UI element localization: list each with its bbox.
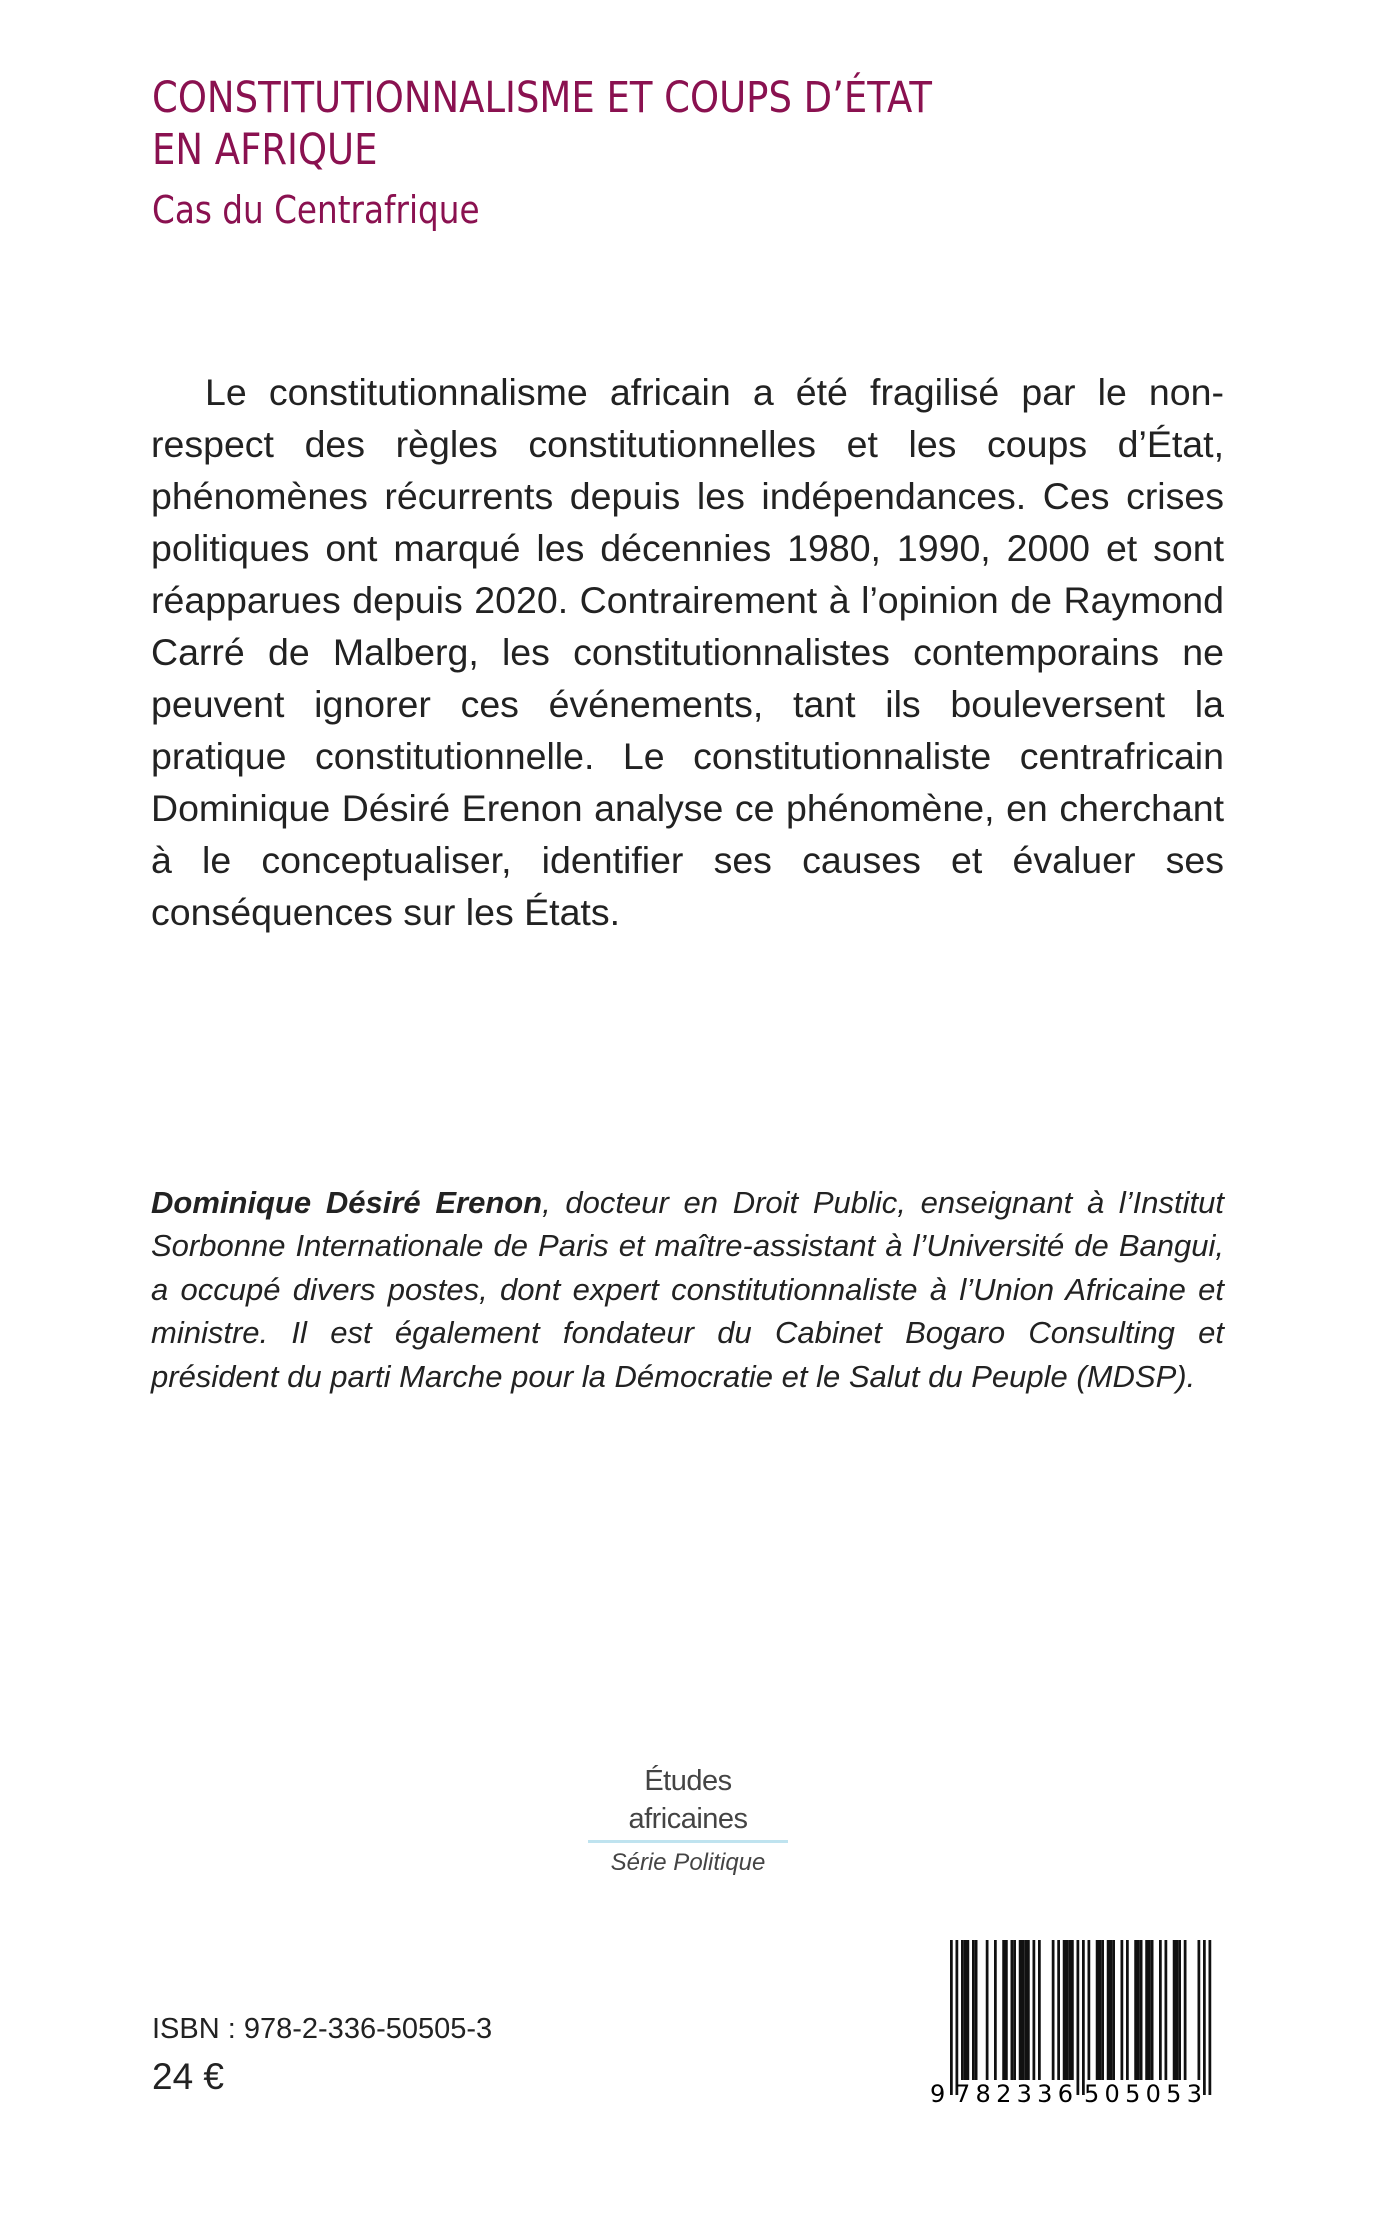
barcode-bars bbox=[950, 1940, 1211, 2095]
barcode-bar bbox=[1110, 1940, 1113, 2080]
book-title bbox=[152, 72, 1098, 176]
barcode-bar bbox=[1082, 1940, 1085, 2095]
barcode-bar bbox=[1099, 1940, 1102, 2080]
barcode-bar bbox=[1005, 1940, 1008, 2080]
barcode-first-digit: 9 bbox=[930, 2080, 946, 2105]
barcode-bar bbox=[1178, 1940, 1181, 2080]
barcode-bar bbox=[1063, 1940, 1066, 2080]
barcode-bar bbox=[1068, 1940, 1071, 2080]
barcode-bar bbox=[1121, 1940, 1124, 2080]
barcode-bar bbox=[950, 1940, 953, 2095]
barcode-bar bbox=[1148, 1940, 1151, 2080]
series-divider bbox=[588, 1840, 788, 1843]
barcode-bar bbox=[1176, 1940, 1179, 2080]
barcode-bar bbox=[1088, 1940, 1091, 2080]
barcode-bar bbox=[1140, 1940, 1143, 2080]
series-logo bbox=[588, 1762, 788, 1877]
barcode-bar bbox=[1096, 1940, 1099, 2080]
barcode-bar bbox=[1011, 1940, 1014, 2080]
barcode-bar bbox=[1066, 1940, 1069, 2080]
barcode-bar bbox=[1057, 1940, 1060, 2080]
barcode-bar bbox=[1159, 1940, 1162, 2080]
barcode-bar bbox=[1198, 1940, 1201, 2080]
barcode-bar bbox=[1107, 1940, 1110, 2080]
barcode-bar bbox=[986, 1940, 989, 2080]
barcode-right-digits: 505053 bbox=[1084, 2080, 1202, 2105]
barcode-bar bbox=[1134, 1940, 1137, 2080]
blurb-paragraph: Le constitutionnalisme africain a été fragilisé par le non-respect des règles constitutionnelles et les coups d’État, phénomènes récurrents depuis les indépendances. Ces crises politiques ont marqué les décennies 1980, 1990, 2000 et sont réapparues depuis 2020. Contrairement à l’opinion de Raymond Carré de Malberg, les constitutionnalistes contemporains ne peuvent ignorer ces événements, tant ils bouleversent la pratique constitutionnelle. Le constitutionnaliste centrafricain Dominique Désiré Erenon analyse ce phénomène, en cherchant à le conceptualiser, identifier ses causes et évaluer ses conséquences sur les États. bbox=[151, 371, 1224, 933]
barcode-bar bbox=[1019, 1940, 1022, 2080]
barcode-bar bbox=[967, 1940, 970, 2080]
barcode-bar bbox=[994, 1940, 997, 2080]
author-name: Dominique Désiré Erenon bbox=[151, 1185, 543, 1220]
barcode-bar bbox=[1126, 1940, 1129, 2080]
barcode-bar bbox=[961, 1940, 964, 2080]
barcode-bar bbox=[1071, 1940, 1074, 2080]
barcode-bar bbox=[1145, 1940, 1148, 2080]
barcode-bar bbox=[1013, 1940, 1016, 2080]
barcode-bar bbox=[1038, 1940, 1041, 2080]
barcode-bar bbox=[1033, 1940, 1036, 2080]
title-line-2: EN AFRIQUE bbox=[152, 125, 378, 175]
barcode-bar bbox=[1077, 1940, 1080, 2095]
price: 24 € bbox=[152, 2056, 225, 2097]
barcode-bar bbox=[1184, 1940, 1187, 2080]
title-line-1: CONSTITUTIONNALISME ET COUPS D’ÉTAT bbox=[152, 73, 933, 123]
barcode-bar bbox=[1203, 1940, 1206, 2095]
barcode-left-digits: 782336 bbox=[955, 2080, 1073, 2105]
barcode-bar bbox=[1173, 1940, 1176, 2080]
barcode-bar bbox=[1052, 1940, 1055, 2080]
barcode-bar bbox=[1101, 1940, 1104, 2080]
author-bio-text: , docteur en Droit Public, enseignant à l’Institut Sorbonne Internationale de Paris et maître-assistant à l’Université de Bangui, a occupé divers postes, dont expert constitutionnaliste à l’Union Africaine et ministre. Il est également fondateur du Cabinet Bogaro Consulting et président du parti Marche pour la Démocratie et le Salut du Peuple (MDSP). bbox=[151, 1185, 1224, 1394]
barcode-bar bbox=[1151, 1940, 1154, 2080]
isbn: ISBN : 978-2-336-50505-3 bbox=[152, 2013, 493, 2045]
barcode-bar bbox=[1209, 1940, 1212, 2095]
series-name: Études africaines bbox=[628, 1765, 748, 1835]
author-bio bbox=[151, 1181, 1224, 1398]
barcode-bar bbox=[964, 1940, 967, 2080]
barcode-bar bbox=[1024, 1940, 1027, 2080]
barcode-bar bbox=[972, 1940, 975, 2080]
barcode-bar bbox=[1002, 1940, 1005, 2080]
barcode-bar bbox=[1112, 1940, 1115, 2080]
barcode-bar bbox=[1137, 1940, 1140, 2080]
barcode bbox=[928, 1930, 1228, 2105]
barcode-bar bbox=[1027, 1940, 1030, 2080]
barcode-bar bbox=[1165, 1940, 1168, 2080]
barcode-bar bbox=[1022, 1940, 1025, 2080]
series-subtitle: Série Politique bbox=[610, 1849, 766, 1876]
barcode-bar bbox=[956, 1940, 959, 2095]
barcode-bar bbox=[975, 1940, 978, 2080]
book-subtitle: Cas du Centrafrique bbox=[152, 188, 480, 232]
